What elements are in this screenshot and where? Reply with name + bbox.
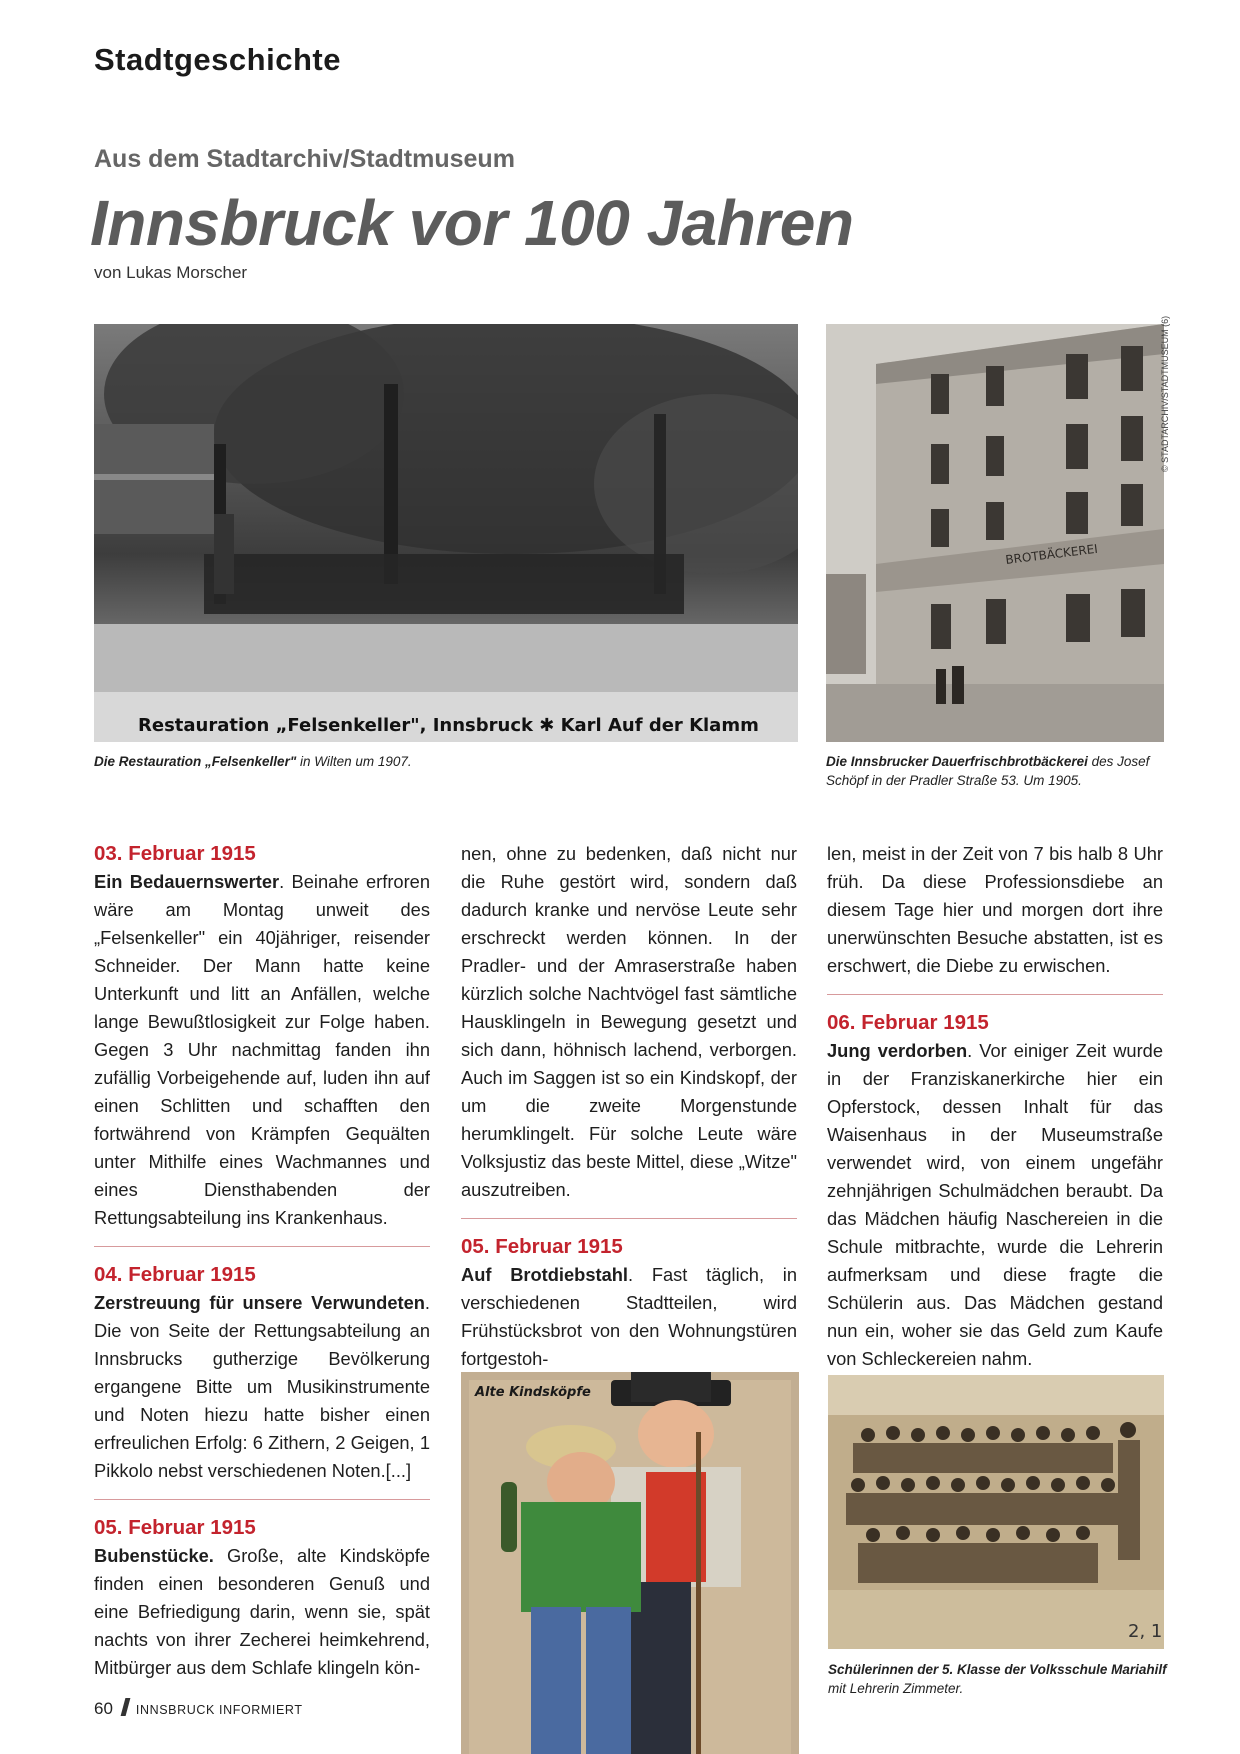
caption-bold: Schülerinnen der 5. Klasse der Volksschule Mariahilf	[828, 1662, 1167, 1677]
divider	[827, 994, 1163, 995]
article-lead: Bubenstücke.	[94, 1545, 214, 1566]
caption-rest: mit Lehrerin Zimmeter.	[828, 1681, 964, 1696]
caption-bold: Die Innsbrucker Dauerfrischbrotbäckerei	[826, 754, 1088, 769]
article-date: 05. Februar 1915	[94, 1516, 256, 1539]
felsenkeller-photo	[94, 324, 798, 742]
article-lead: Auf Brotdiebstahl	[461, 1264, 629, 1285]
schulklasse-caption	[828, 1660, 1168, 1698]
byline: von Lukas Morscher	[94, 263, 248, 282]
baeckerei-sign: BROTBÄCKEREI	[1004, 541, 1099, 567]
kicker: Aus dem Stadtarchiv/Stadtmuseum	[94, 145, 515, 173]
schulklasse-photo	[828, 1375, 1164, 1649]
felsenkeller-caption	[94, 752, 798, 771]
divider	[94, 1246, 430, 1247]
page-footer	[94, 1698, 303, 1719]
photo-credit: © STADTARCHIV/STADTMUSEUM (6)	[1160, 315, 1170, 472]
article-body-continued: nen, ohne zu bedenken, daß nicht nur die Ruhe gestört wird, sondern daß dadurch kranke und nervöse Leute sehr erschreckt werden können. In der Pradler- und der Amraserstraße haben kürzlich solche Nachtvögel fast sämtliche Hausklingeln in Bewegung gesetzt und sich dann, höhnisch lachend, verborgen. Auch im Saggen ist so ein Kindskopf, der um die zweite Morgenstunde herumklingelt. Für solche Leute wäre Volksjustiz das beste Mittel, diese „Witze" auszutreiben.	[461, 843, 797, 1200]
article-body: Zerstreuung für unsere Verwundeten. Die von Seite der Rettungsabteilung an Innsbrucks gutherzige Bevölkerung ergangene Bitte um Musikinstrumente und Noten hiezu hatte bisher einen erfreulichen Erfolg: 6 Zithern, 2 Geigen, 1 Pikkolo nebst verschiedenen Noten.[...]	[94, 1292, 430, 1481]
article-lead: Jung verdorben	[827, 1040, 968, 1061]
magazine-name: INNSBRUCK INFORMIERT	[135, 1703, 303, 1717]
page-title: Innsbruck vor 100 Jahren	[90, 187, 854, 259]
divider	[461, 1218, 797, 1219]
column-1	[94, 840, 430, 1682]
footer-slash	[121, 1698, 131, 1716]
postcard-text: Restauration „Felsenkeller", Innsbruck ✱ Karl Auf der Klamm	[138, 715, 759, 736]
article-date: 03. Februar 1915	[94, 842, 256, 865]
article-body: Jung verdorben. Vor einiger Zeit wurde in der Franziskanerkirche hier ein Opferstock, dessen Inhalt für das Waisenhaus in der Museumstraße verwendet wird, von einem ungefähr zehnjährigen Schulmädchen beraubt. Da das Mädchen häufig Naschereien in die Schule mitbrachte, wurde die Lehrerin aufmerksam und diese fragte die Schülerin aus. Das Mädchen gestand nun ein, woher sie das Geld zum Kaufe von Schleckereien nahm.	[827, 1040, 1163, 1369]
article-date: 05. Februar 1915	[461, 1235, 623, 1258]
baeckerei-photo	[826, 324, 1164, 742]
photo-mark: 2, 1	[1128, 1621, 1163, 1642]
article-date: 04. Februar 1915	[94, 1263, 256, 1286]
article-body: Auf Brotdiebstahl. Fast täglich, in verschiedenen Stadtteilen, wird Frühstücksbrot von den Wohnungstüren fortgestoh-	[461, 1264, 797, 1369]
article-body: Ein Bedauernswerter. Beinahe erfroren wäre am Montag unweit des „Felsenkeller" ein 40jähriger, reisender Schneider. Der Mann hatte keine Unterkunft und litt an Anfällen, welche lange Bewußtlosigkeit zur Folge haben. Gegen 3 Uhr nachmittag fanden ihn zufällig Vorbeigehende auf, luden ihn auf einen Schlitten und schafften den fortwährend von Krämpfen Gequälten unter Mithilfe eines Wachmannes und eines Diensthabenden der Rettungsabteilung ins Krankenhaus.	[94, 871, 431, 1228]
section-label: Stadtgeschichte	[94, 42, 341, 77]
caption-rest: in Wilten um 1907.	[296, 754, 412, 769]
article-body-continued: len, meist in der Zeit von 7 bis halb 8 Uhr früh. Da diese Professionsdiebe an diesem Tage hier und morgen dort ihre unerwünschten Besuche abstatten, ist es erschwert, die Diebe zu erwischen.	[827, 843, 1163, 976]
baeckerei-caption	[826, 752, 1166, 790]
article-date: 06. Februar 1915	[827, 1011, 989, 1034]
column-2	[461, 840, 797, 1373]
caption-bold: Die Restauration „Felsenkeller"	[94, 754, 297, 769]
kindskoepfe-illustration	[461, 1372, 799, 1754]
illustration-label: Alte Kindsköpfe	[475, 1385, 591, 1400]
article-lead: Zerstreuung für unsere Verwundeten	[94, 1292, 425, 1313]
page-number: 60	[94, 1699, 113, 1718]
caption-rest: des Josef Schöpf in der Pradler Straße 53. Um 1905.	[826, 754, 1150, 788]
column-3	[827, 840, 1163, 1373]
article-body: Bubenstücke. Große, alte Kindsköpfe finden einen besonderen Genuß und eine Befriedigung darin, wenn sie, spät nachts von ihrer Zecherei heimkehrend, Mitbürger aus dem Schlafe klingeln kön-	[94, 1545, 430, 1678]
article-lead: Ein Bedauernswerter	[94, 871, 280, 892]
divider	[94, 1499, 430, 1500]
